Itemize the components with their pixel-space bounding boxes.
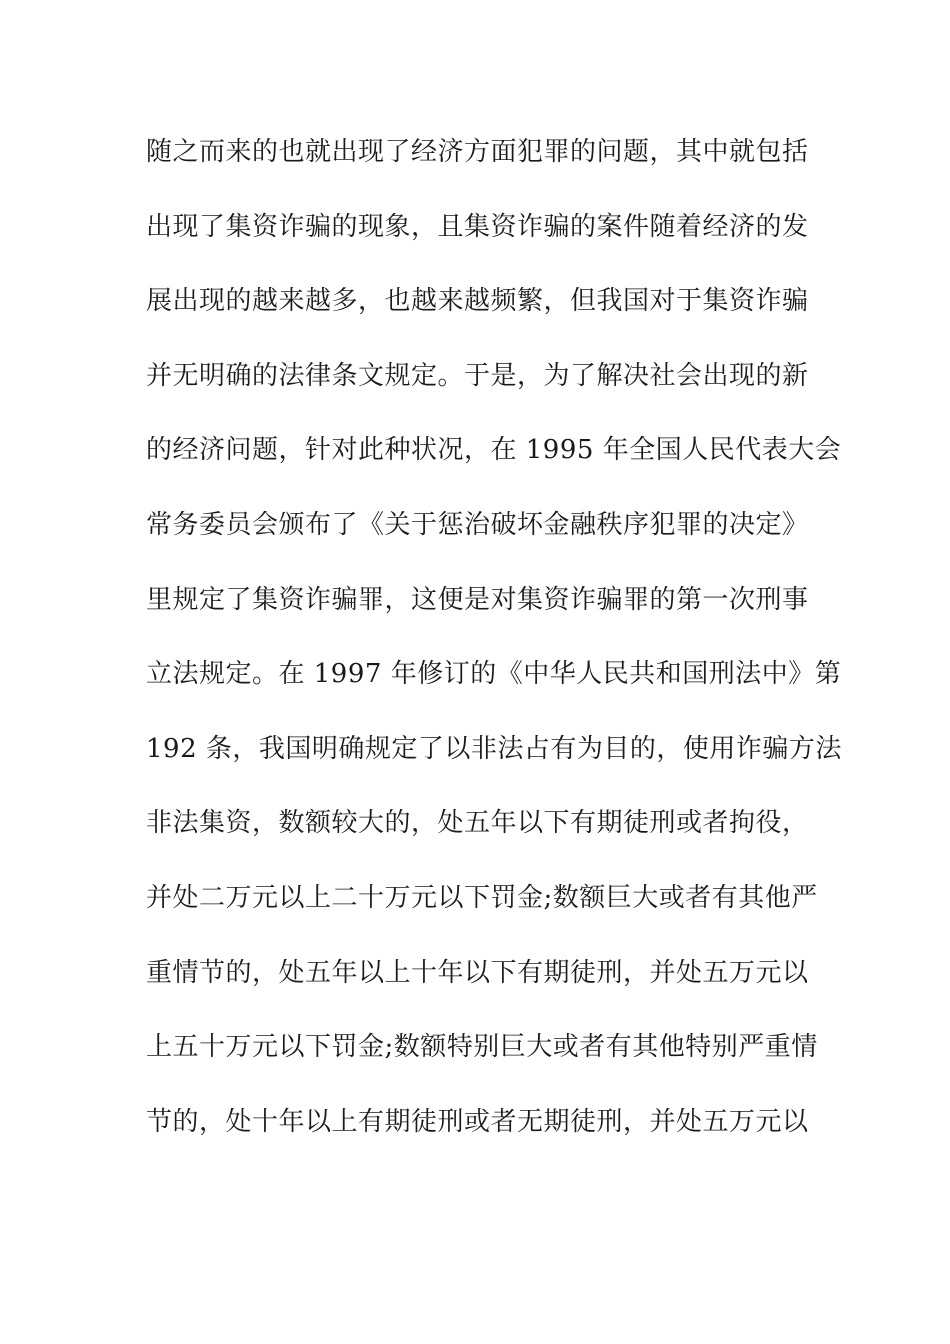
text-line: 随之而来的也就出现了经济方面犯罪的问题，其中就包括 bbox=[146, 137, 809, 167]
text-line: 192 条，我国明确规定了以非法占有为目的，使用诈骗方法 bbox=[146, 733, 842, 764]
text-line: 并处二万元以上二十万元以下罚金;数额巨大或者有其他严 bbox=[146, 882, 818, 913]
text-line: 立法规定。在 1997 年修订的《中华人民共和国刑法中》第 bbox=[146, 659, 842, 690]
text-line: 里规定了集资诈骗罪，这便是对集资诈骗罪的第一次刑事 bbox=[146, 584, 809, 615]
text-line: 上五十万元以下罚金;数额特别巨大或者有其他特别严重情 bbox=[146, 1032, 818, 1063]
text-line: 常务委员会颁布了《关于惩治破坏金融秩序犯罪的决定》 bbox=[146, 509, 809, 540]
text-line: 重情节的，处五年以上十年以下有期徒刑，并处五万元以 bbox=[146, 957, 809, 988]
text-line: 出现了集资诈骗的现象，且集资诈骗的案件随着经济的发 bbox=[146, 211, 809, 242]
body-text bbox=[146, 127, 842, 1171]
text-line: 的经济问题，针对此种状况，在 1995 年全国人民代表大会 bbox=[146, 435, 842, 466]
text-line: 非法集资，数额较大的，处五年以下有期徒刑或者拘役， bbox=[146, 808, 809, 839]
text-line: 展出现的越来越多，也越来越频繁，但我国对于集资诈骗 bbox=[146, 286, 809, 317]
text-line: 节的，处十年以上有期徒刑或者无期徒刑，并处五万元以 bbox=[146, 1106, 809, 1137]
text-line: 并无明确的法律条文规定。于是，为了解决社会出现的新 bbox=[146, 360, 809, 391]
